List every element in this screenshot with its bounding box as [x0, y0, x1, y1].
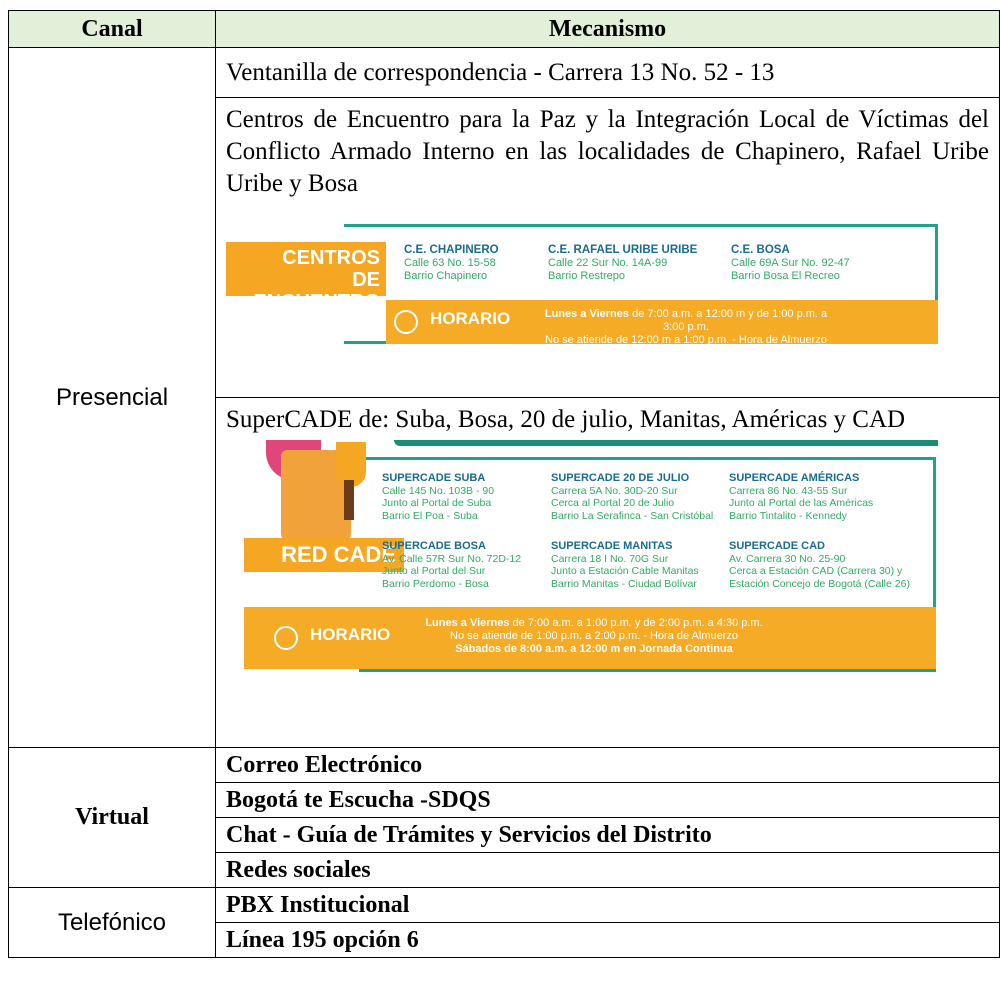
canal-presencial: Presencial: [9, 48, 216, 748]
ce-horario-line2: No se atiende de 12:00 m a 1:00 p.m. - Hora de Almuerzo: [545, 334, 827, 346]
cade-line: Junto a Estación Cable Manitas: [551, 565, 699, 577]
cade-name: SUPERCADE CAD: [729, 540, 825, 552]
ce-center-name: C.E. CHAPINERO: [404, 244, 499, 256]
cade-line: Carrera 18 I No. 70G Sur: [551, 552, 669, 565]
cade-line: Junto al Portal de Suba: [382, 497, 492, 509]
mech-chat: Chat - Guía de Trámites y Servicios del Distrito: [216, 818, 1000, 853]
mech-redes: Redes sociales: [216, 853, 1000, 888]
clock-icon: [274, 626, 298, 650]
cade-line: Calle 145 No. 103B - 90: [382, 484, 495, 497]
ce-center-name: C.E. RAFAEL URIBE URIBE: [548, 244, 698, 256]
mech-ventanilla: Ventanilla de correspondencia - Carrera 13 No. 52 - 13: [216, 48, 1000, 98]
channels-table: [8, 10, 1000, 958]
cade-line: Barrio El Poa - Suba: [382, 509, 478, 522]
clock-icon: [394, 310, 418, 334]
mech-pbx: PBX Institucional: [216, 888, 1000, 923]
cade-horario-days: Lunes a Viernes: [425, 617, 510, 629]
ce-center-1: [404, 244, 499, 283]
ce-center-2: [548, 244, 697, 283]
centros-encuentro-banner: [226, 224, 938, 344]
mech-linea-195: Línea 195 opción 6: [216, 923, 1000, 958]
ce-center-addr: Calle 63 No. 15-58: [404, 257, 496, 269]
header-mecanismo: Mecanismo: [216, 11, 1000, 48]
cade-cad: [729, 540, 910, 590]
cade-line: Junto al Portal de las Américas: [729, 497, 874, 509]
cade-name: SUPERCADE 20 DE JULIO: [551, 472, 690, 484]
red-cade-banner: [226, 440, 938, 675]
header-canal: Canal: [9, 11, 216, 48]
cade-green-band: [394, 440, 938, 446]
cade-tag: RED CADE: [244, 538, 404, 572]
presencial-row-1: [9, 48, 1000, 98]
ce-horario-text: [536, 308, 836, 347]
cade-horario-line3: Sábados de 8:00 a.m. a 12:00 m en Jornada Continua: [455, 643, 733, 655]
cade-name: SUPERCADE MANITAS: [551, 540, 673, 552]
cade-line: Barrio Tintalito - Kennedy: [729, 509, 847, 522]
ce-center-area: Barrio Bosa El Recreo: [731, 270, 840, 282]
cade-horario-line2: No se atiende de 1:00 p.m. a 2:00 p.m. - Hora de Almuerzo: [450, 630, 738, 642]
ce-tag-line1: CENTROS: [282, 247, 380, 269]
cade-name: SUPERCADE SUBA: [382, 472, 486, 484]
cade-name: SUPERCADE AMÉRICAS: [729, 472, 860, 484]
cade-suba: [382, 472, 494, 522]
ce-center-addr: Calle 22 Sur No. 14A-99: [548, 257, 668, 269]
cade-line: Av. Carrera 30 No. 25-90: [729, 552, 846, 565]
cade-line: Estación Concejo de Bogotá (Calle 26): [729, 577, 910, 590]
cade-name: SUPERCADE BOSA: [382, 540, 486, 552]
centros-encuentro-text: Centros de Encuentro para la Paz y la Integración Local de Víctimas del Conflicto Armado Interno en las localidades de Chapinero, Rafael Uribe Uribe y Bosa: [226, 106, 989, 197]
mech-centros-encuentro: [216, 98, 1000, 398]
cade-line: Cerca al Portal 20 de Julio: [551, 497, 675, 509]
cade-line: Junto al Portal del Sur: [382, 565, 486, 577]
mech-sdqs: Bogotá te Escucha -SDQS: [216, 783, 1000, 818]
cade-line: Av. Calle 57R Sur No. 72D-12: [382, 552, 522, 565]
cade-line: Barrio Perdomo - Bosa: [382, 577, 489, 590]
virtual-row-1: [9, 748, 1000, 783]
canal-telefonico: Telefónico: [9, 888, 216, 958]
cade-line: Carrera 5A No. 30D-20 Sur: [551, 484, 678, 497]
ce-center-area: Barrio Restrepo: [548, 270, 626, 282]
ce-center-addr: Calle 69A Sur No. 92-47: [731, 257, 850, 269]
cade-horario-text: [414, 617, 774, 656]
ce-tag-line2: DE ENCUENTRO: [253, 269, 380, 313]
cade-line: Barrio La Serafinca - San Cristóbal: [551, 509, 714, 522]
ce-horario-label: HORARIO: [430, 309, 511, 328]
cade-line: Carrera 86 No. 43-55 Sur: [729, 484, 848, 497]
cade-manitas: [551, 540, 699, 590]
cade-americas: [729, 472, 873, 522]
cade-20-julio: [551, 472, 713, 522]
ce-center-3: [731, 244, 850, 283]
ce-tag: [226, 242, 386, 313]
cade-horario-label: HORARIO: [310, 625, 391, 644]
mech-correo: Correo Electrónico: [216, 748, 1000, 783]
ce-center-area: Barrio Chapinero: [404, 270, 488, 282]
cade-horario-line1: de 7:00 a.m. a 1:00 p.m. y de 2:00 p.m. a 4:30 p.m.: [509, 617, 763, 629]
header-row: [9, 11, 1000, 48]
ce-center-name: C.E. BOSA: [731, 244, 790, 256]
ce-horario-bar: [386, 300, 938, 344]
mech-supercade: [216, 398, 1000, 748]
cade-line: Barrio Manitas - Ciudad Bolívar: [551, 577, 697, 590]
person-legs-illustration: [344, 480, 354, 520]
supercade-text: SuperCADE de: Suba, Bosa, 20 de julio, Manitas, Américas y CAD: [226, 406, 906, 433]
cade-bosa: [382, 540, 521, 590]
ce-horario-line1: de 7:00 a.m. a 12:00 m y de 1:00 p.m. a 3:00 p.m.: [629, 308, 828, 333]
cade-horario-bar: [244, 607, 936, 669]
canal-virtual: Virtual: [9, 748, 216, 888]
ce-horario-days: Lunes a Viernes: [544, 308, 630, 320]
cade-line: Cerca a Estación CAD (Carrera 30) y: [729, 565, 903, 577]
telefonico-row-1: [9, 888, 1000, 923]
